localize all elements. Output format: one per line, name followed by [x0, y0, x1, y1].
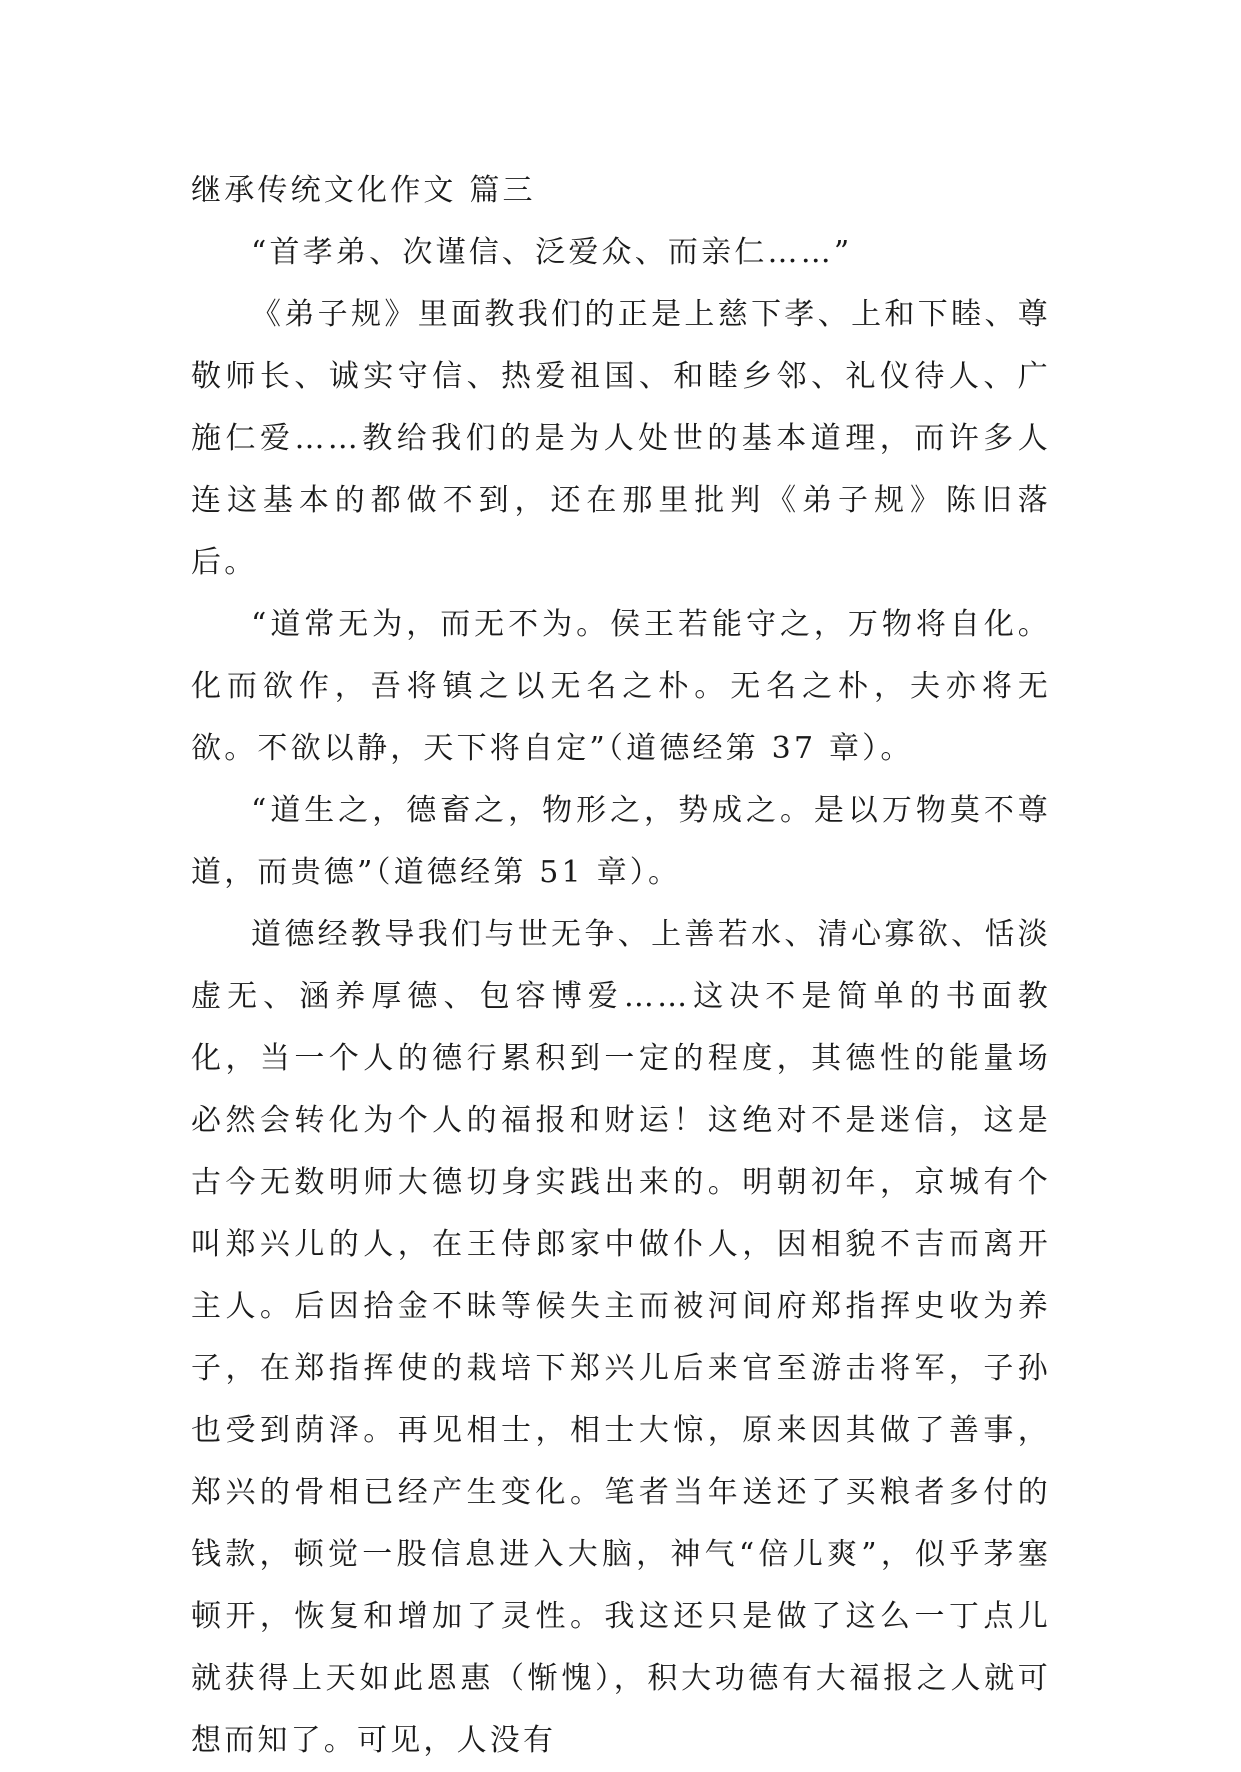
paragraph-daodejing-teaching: 道德经教导我们与世无争、上善若水、清心寡欲、恬淡虚无、涵养厚德、包容博爱……这决不是简单的书面教化，当一个人的德行累积到一定的程度，其德性的能量场必然会转化为个人的福报和财运！这绝对不是迷信，这是古今无数明师大德切身实践出来的。明朝初年，京城有个叫郑兴儿的人，在王侍郎家中做仆人，因相貌不吉而离开主人。后因拾金不昧等候失主而被河间府郑指挥史收为养子，在郑指挥使的栽培下郑兴儿后来官至游击将军，子孙也受到荫泽。再见相士，相士大惊，原来因其做了善事，郑兴的骨相已经产生变化。笔者当年送还了买粮者多付的钱款，顿觉一股信息进入大脑，神气“倍儿爽”，似乎茅塞顿开，恢复和增加了灵性。我这还只是做了这么一丁点儿就获得上天如此恩惠（惭愧），积大功德有大福报之人就可想而知了。可见，人没有 — [191, 917, 1051, 1758]
paragraph-quote-dizigui: “首孝弟、次谨信、泛爱众、而亲仁……” — [251, 235, 853, 270]
document-body — [191, 160, 1051, 1772]
paragraph-daodejing-51: “道生之，德畜之，物形之，势成之。是以万物莫不尊道，而贵德”（道德经第 51 章）。 — [191, 793, 1051, 890]
document-heading: 继承传统文化作文 篇三 — [191, 173, 536, 208]
paragraph-dizigui: 《弟子规》里面教我们的正是上慈下孝、上和下睦、尊敬师长、诚实守信、热爱祖国、和睦乡邻、礼仪待人、广施仁爱……教给我们的是为人处世的基本道理，而许多人连这基本的都做不到，还在那里批判《弟子规》陈旧落后。 — [191, 297, 1051, 580]
paragraph-daodejing-37: “道常无为，而无不为。侯王若能守之，万物将自化。化而欲作，吾将镇之以无名之朴。无名之朴，夫亦将无欲。不欲以静，天下将自定”（道德经第 37 章）。 — [191, 607, 1051, 766]
